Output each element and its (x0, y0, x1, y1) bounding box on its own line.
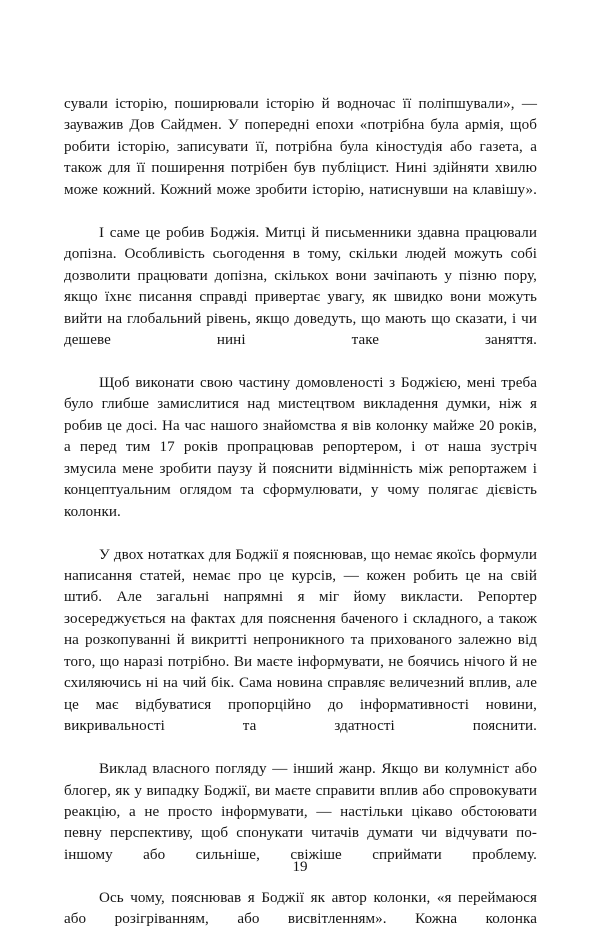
paragraph: Щоб виконати свою частину домовленості з Боджією, мені треба було глибше замислитися над мистецтвом викладення думки, ніж я робив це досі. На час нашого знайомства я вів колонку майже 20 років, а перед тим 17 років пропрацював репортером, і от наша зустріч змусила мене зробити паузу й пояснити відмінність між репортажем і концептуальним оглядом та сформулювати, у чому полягає дієвість колонки. (64, 374, 537, 520)
paragraph: Ось чому, пояснював я Боджії як автор колонки, «я переймаюся або розігріванням, або висвітленням». Кожна колонка (64, 889, 537, 928)
page-text-block (64, 94, 537, 947)
paragraph: Виклад власного погляду — інший жанр. Якщо ви колумніст або блогер, як у випадку Боджії, ви маєте справити вплив або спровокувати реакцію, а не просто інформувати, — настільки цікаво обстоювати певну перспективу, щоб спонукати читачів думати чи відчувати по-іншому або сильніше, свіжіше сприймати проблему. (64, 761, 537, 863)
paragraph: сували історію, поширювали історію й водночас її поліпшували», — зауважив Дов Сайдмен. У попередні епохи «потрібна була армія, щоб робити історію, записувати її, потрібна була кіностудія або газета, а також для її поширення потрібен був публіцист. Нині здійняти хвилю може кожний. Кожний може зробити історію, натиснувши на клавішу». (64, 96, 537, 198)
page-number: 19 (292, 859, 308, 875)
paragraph: І саме це робив Боджія. Митці й письменники здавна працювали допізна. Особливість сьогодення в тому, скільки людей можуть собі дозволити працювати допізна, скількох вони зачіпають у пізню пору, якщо їхнє писання справді привертає увагу, як швидко вони можуть вийти на глобальний рівень, якщо доведуть, що мають що сказати, і чи дешеве нині таке заняття. (64, 224, 537, 348)
paragraph: У двох нотатках для Боджії я пояснював, що немає якоїсь формули написання статей, немає про це курсів, — кожен робить це на свій штиб. Але загальні напрямні я міг йому викласти. Репортер зосереджується на фактах для пояснення баченого і складного, а також на розкопуванні й викритті непроникного та прихованого залежно від того, що наразі потрібно. Ви маєте інформувати, не боячись нічого й не схиляючись ні на чий бік. Сама новина справляє величезний вплив, але це має відбуватися пропорційно до інформативності новини, викривальності та здатності пояснити. (64, 546, 537, 735)
